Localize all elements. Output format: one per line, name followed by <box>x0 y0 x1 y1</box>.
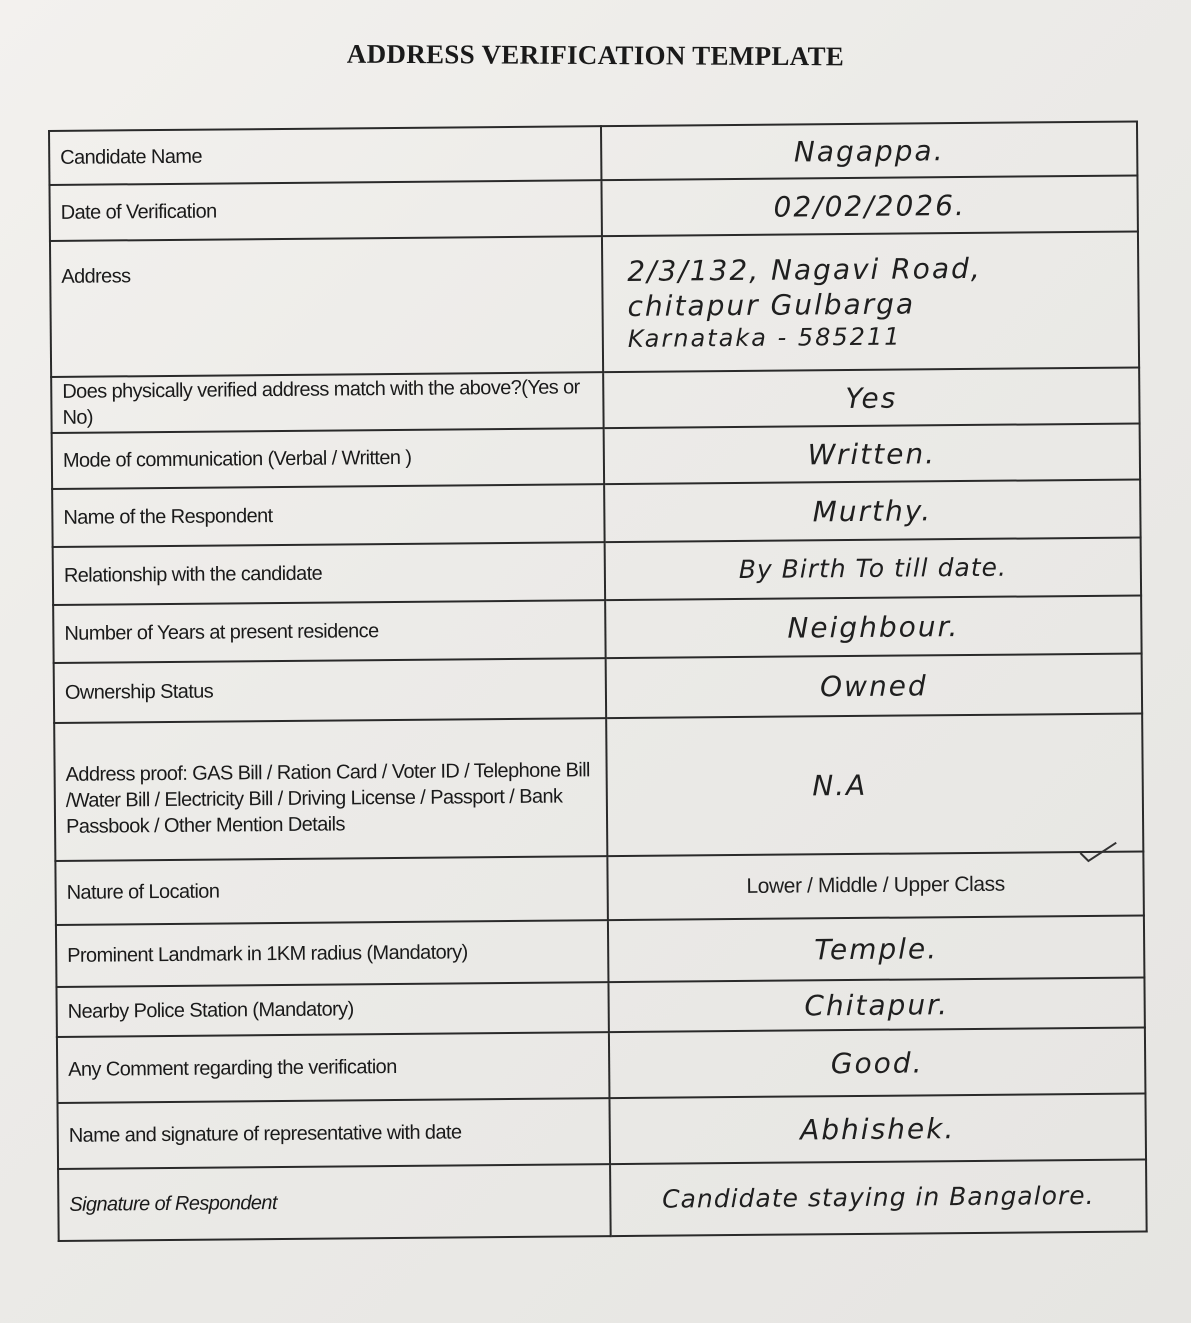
table-row <box>57 1093 1146 1168</box>
field-value: Candidate staying in Bangalore. <box>610 1159 1147 1236</box>
field-label: Number of Years at present residence <box>53 600 605 663</box>
field-value: Good. <box>609 1027 1146 1098</box>
field-label: Ownership Status <box>54 658 607 723</box>
table-row <box>55 851 1144 924</box>
field-label: Any Comment regarding the verification <box>57 1032 610 1103</box>
field-value: Written. <box>604 423 1140 484</box>
field-value: Yes <box>603 367 1139 428</box>
field-value: Nagappa. <box>601 121 1137 180</box>
field-value: N.A <box>606 713 1143 856</box>
address-line: Karnataka - 585211 <box>627 322 902 353</box>
field-label: Nature of Location <box>55 856 608 925</box>
table-row <box>56 915 1144 986</box>
class-options: Lower / Middle / Upper Class <box>746 872 1005 898</box>
field-label: Address proof: GAS Bill / Ration Card / Voter ID / Telephone Bill /Water Bill / Electricity Bill / Driving License / Passport / Bank Passbook / Other Mention Details <box>54 718 607 861</box>
field-value-address <box>602 231 1139 372</box>
table-row <box>49 175 1137 240</box>
field-value: Murthy. <box>604 479 1140 542</box>
table-row <box>54 653 1142 722</box>
field-label: Name of the Respondent <box>52 484 604 547</box>
table-row <box>52 479 1140 546</box>
table-row <box>53 595 1141 662</box>
address-line: chitapur Gulbarga <box>627 287 916 323</box>
checkmark-icon <box>1078 841 1118 863</box>
address-line: 2/3/132, Nagavi Road, <box>627 251 982 288</box>
table-row <box>58 1159 1147 1240</box>
field-label: Signature of Respondent <box>58 1164 611 1241</box>
field-label: Date of Verification <box>49 180 601 241</box>
field-label: Address <box>50 236 603 377</box>
field-value: Neighbour. <box>605 595 1141 658</box>
field-label: Candidate Name <box>49 126 601 185</box>
field-label: Name and signature of representative with date <box>57 1098 610 1169</box>
table-row <box>54 713 1143 860</box>
document-title: ADDRESS VERIFICATION TEMPLATE <box>346 38 845 72</box>
field-value-class <box>607 851 1144 920</box>
field-value: Temple. <box>608 915 1145 982</box>
field-label: Mode of communication (Verbal / Written ) <box>52 428 604 489</box>
field-label: Prominent Landmark in 1KM radius (Mandatory) <box>56 920 609 987</box>
field-value: Owned <box>606 653 1143 718</box>
verification-form-table <box>48 120 1148 1241</box>
table-row <box>51 367 1139 432</box>
field-value: Chitapur. <box>608 977 1144 1032</box>
table-row <box>53 537 1141 604</box>
table-row <box>57 1027 1146 1102</box>
field-label: Relationship with the candidate <box>53 542 605 605</box>
field-label: Nearby Police Station (Mandatory) <box>56 982 608 1037</box>
field-value: Abhishek. <box>609 1093 1146 1164</box>
table-row <box>50 231 1139 376</box>
field-value: 02/02/2026. <box>601 175 1137 236</box>
field-label: Does physically verified address match with the above?(Yes or No) <box>51 372 603 433</box>
table-row <box>49 121 1137 184</box>
field-value: By Birth To till date. <box>605 537 1141 600</box>
table-row <box>52 423 1140 488</box>
